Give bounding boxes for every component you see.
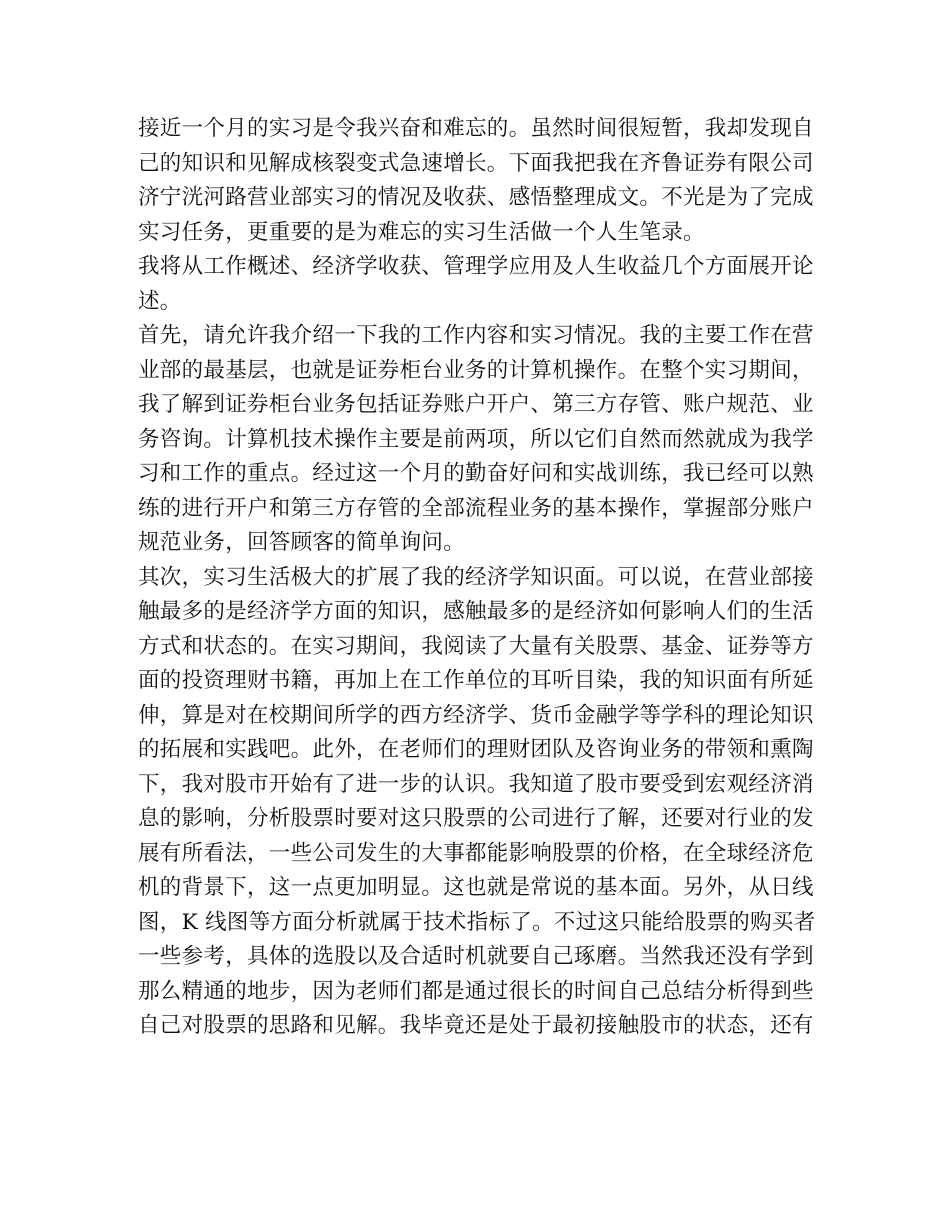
text-line: 机的背景下，这一点更加明显。这也就是常说的基本面。另外，从日线 <box>138 875 814 900</box>
text-line: 其次，实习生活极大的扩展了我的经济学知识面。可以说，在营业部接 <box>138 564 814 590</box>
text-line: 展有所看法，一些公司发生的大事都能影响股票的价格，在全球经济危 <box>138 840 814 866</box>
text-line: 首先，请允许我介绍一下我的工作内容和实习情况。我的主要工作在营 <box>138 323 814 348</box>
text-line: 自己对股票的思路和见解。我毕竟还是处于最初接触股市的状态，还有 <box>138 1013 814 1038</box>
text-line: 接近一个月的实习是令我兴奋和难忘的。虽然时间很短暂，我却发现自 <box>138 116 814 141</box>
text-line: 图，K 线图等方面分析就属于技术指标了。不过这只能给股票的购买者 <box>138 909 816 935</box>
text-line: 面的投资理财书籍，再加上在工作单位的耳听目染，我的知识面有所延 <box>138 668 814 693</box>
text-line: 触最多的是经济学方面的知识，感触最多的是经济如何影响人们的生活 <box>138 599 814 624</box>
text-line: 方式和状态的。在实习期间，我阅读了大量有关股票、基金、证券等方 <box>138 633 814 659</box>
text-line: 己的知识和见解成核裂变式急速增长。下面我把我在齐鲁证券有限公司 <box>138 150 814 176</box>
text-line: 一些参考，具体的选股以及合适时机就要自己琢磨。当然我还没有学到 <box>138 944 814 969</box>
text-line: 我将从工作概述、经济学收获、管理学应用及人生收益几个方面展开论 <box>138 254 814 279</box>
text-line: 息的影响，分析股票时要对这只股票的公司进行了解，还要对行业的发 <box>138 806 814 831</box>
text-line: 规范业务，回答顾客的简单询问。 <box>138 530 466 555</box>
text-line: 习和工作的重点。经过这一个月的勤奋好问和实战训练，我已经可以熟 <box>138 461 814 486</box>
text-line: 述。 <box>138 288 182 314</box>
text-line: 那么精通的地步，因为老师们都是通过很长的时间自己总结分析得到些 <box>138 978 814 1004</box>
body-text <box>138 112 828 1044</box>
text-line: 务咨询。计算机技术操作主要是前两项，所以它们自然而然就成为我学 <box>138 426 814 452</box>
text-line: 我了解到证券柜台业务包括证券账户开户、第三方存管、账户规范、业 <box>138 392 814 417</box>
text-line: 练的进行开户和第三方存管的全部流程业务的基本操作，掌握部分账户 <box>138 495 814 521</box>
text-line: 业部的最基层，也就是证券柜台业务的计算机操作。在整个实习期间， <box>138 357 814 383</box>
text-line: 下，我对股市开始有了进一步的认识。我知道了股市要受到宏观经济消 <box>138 771 814 797</box>
text-line: 实习任务，更重要的是为难忘的实习生活做一个人生笔录。 <box>138 219 705 245</box>
text-line: 济宁洸河路营业部实习的情况及收获、感悟整理成文。不光是为了完成 <box>138 185 814 210</box>
text-line: 伸，算是对在校期间所学的西方经济学、货币金融学等学科的理论知识 <box>138 702 814 728</box>
text-line: 的拓展和实践吧。此外，在老师们的理财团队及咨询业务的带领和熏陶 <box>138 737 814 762</box>
